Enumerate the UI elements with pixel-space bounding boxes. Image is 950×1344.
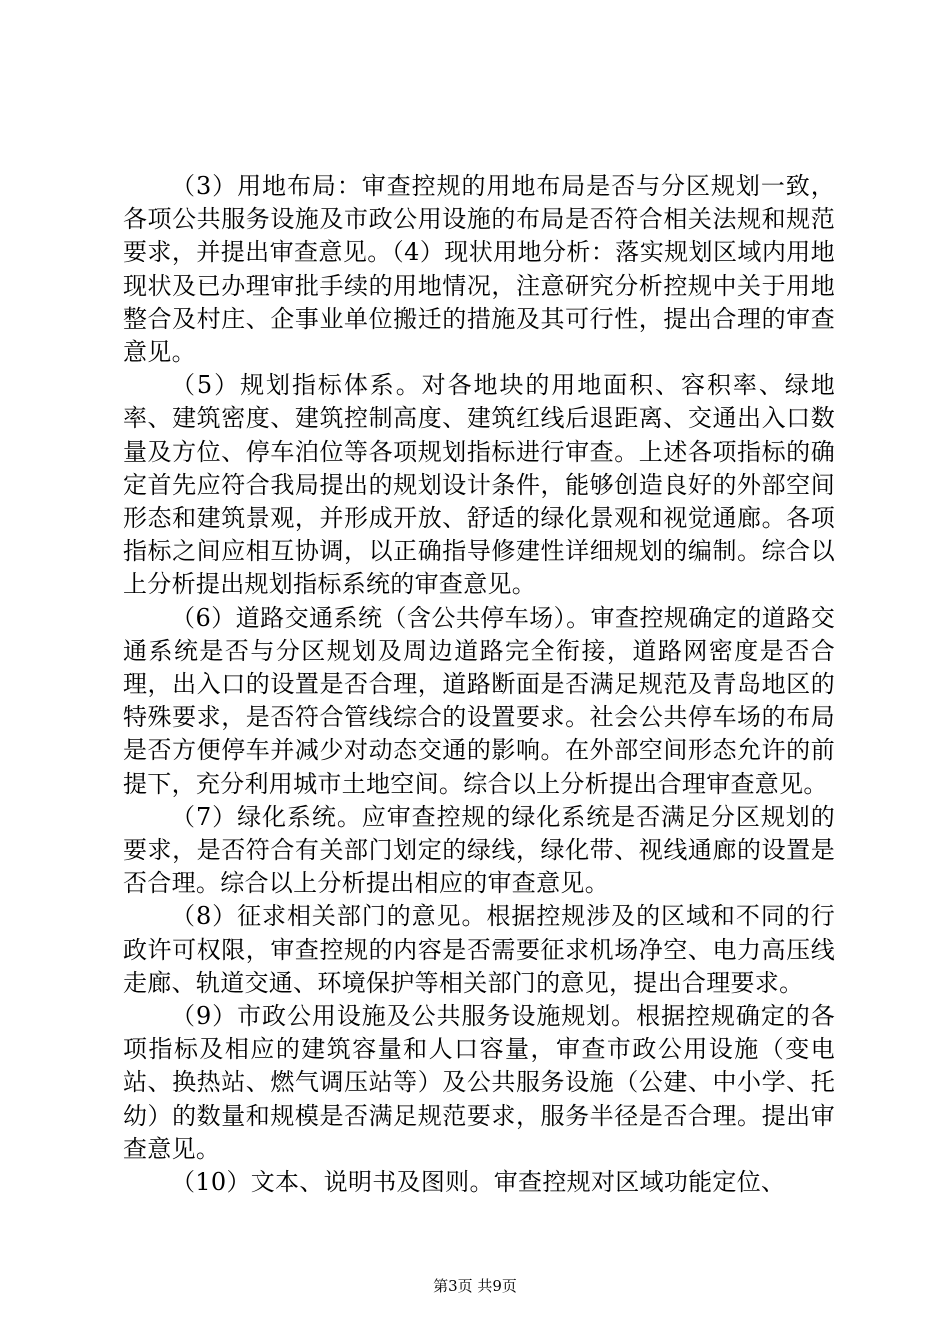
paragraph-municipal-facilities: （9）市政公用设施及公共服务设施规划。根据控规确定的各项指标及相应的建筑容量和人口容量，审查市政公用设施（变电站、换热站、燃气调压站等）及公共服务设施（公建、中小学、托幼）的数量和规模是否满足规范要求，服务半径是否合理。提出审查意见。 (123, 1002, 835, 1163)
paragraph-department-opinions: （8）征求相关部门的意见。根据控规涉及的区域和不同的行政许可权限，审查控规的内容是否需要征求机场净空、电力高压线走廊、轨道交通、环境保护等相关部门的意见，提出合理要求。 (123, 902, 835, 997)
paragraph-text-and-drawings: （10）文本、说明书及图则。审查控规对区域功能定位、 (171, 1168, 786, 1197)
document-body (123, 170, 835, 1199)
paragraph-road-traffic: （6）道路交通系统（含公共停车场）。审查控规确定的道路交通系统是否与分区规划及周边道路完全衔接，道路网密度是否合理，出入口的设置是否合理，道路断面是否满足规范及青岛地区的特殊要求，是否符合管线综合的设置要求。社会公共停车场的布局是否方便停车并减少对动态交通的影响。在外部空间形态允许的前提下，充分利用城市土地空间。综合以上分析提出合理审查意见。 (123, 603, 835, 798)
paragraph-greening-system: （7）绿化系统。应审查控规的绿化系统是否满足分区规划的要求，是否符合有关部门划定的绿线，绿化带、视线通廊的设置是否合理。综合以上分析提出相应的审查意见。 (123, 802, 835, 898)
paragraph-planning-indicators: （5）规划指标体系。对各地块的用地面积、容积率、绿地率、建筑密度、建筑控制高度、建筑红线后退距离、交通出入口数量及方位、停车泊位等各项规划指标进行审查。上述各项指标的确定首先应符合我局提出的规划设计条件，能够创造良好的外部空间形态和建筑景观，并形成开放、舒适的绿化景观和视觉通廊。各项指标之间应相互协调，以正确指导修建性详细规划的编制。综合以上分析提出规划指标系统的审查意见。 (123, 371, 835, 599)
page-footer: 第3页 共9页 (433, 1277, 517, 1295)
paragraph-land-layout: （3）用地布局：审查控规的用地布局是否与分区规划一致，各项公共服务设施及市政公用设施的布局是否符合相关法规和规范要求，并提出审查意见。（4）现状用地分析：落实规划区域内用地现状及已办理审批手续的用地情况，注意研究分析控规中关于用地整合及村庄、企事业单位搬迁的措施及其可行性，提出合理的审查意见。 (123, 172, 835, 367)
